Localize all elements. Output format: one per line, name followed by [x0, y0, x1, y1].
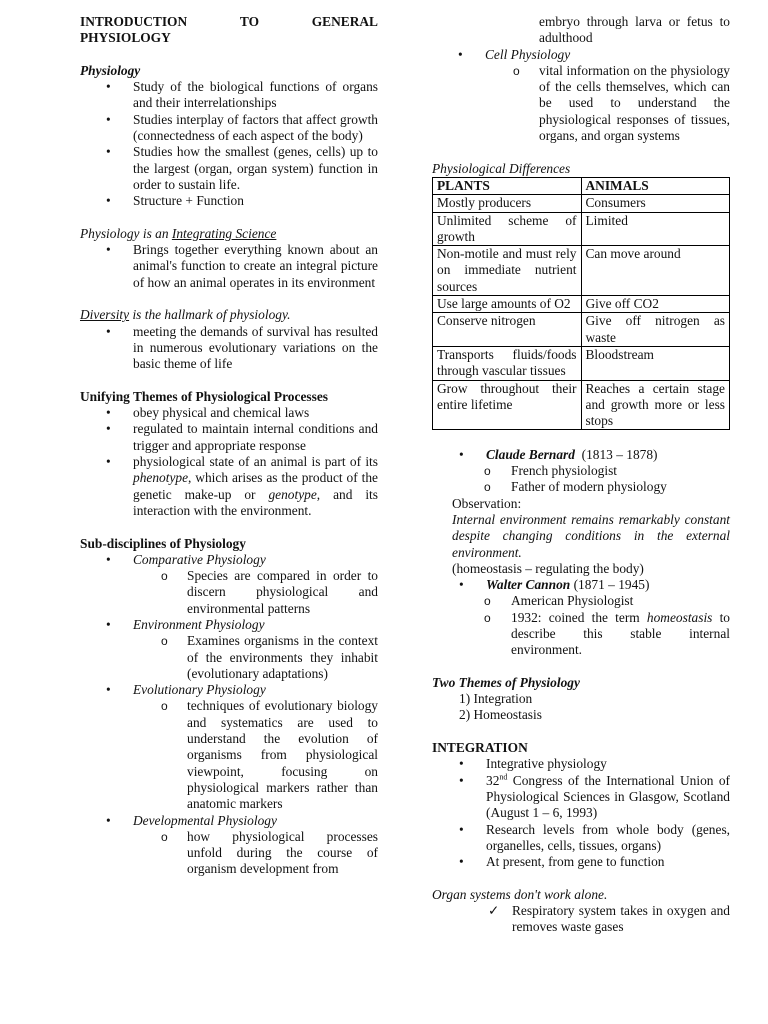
title-line2: PHYSIOLOGY — [80, 30, 171, 46]
list-item: • physiological state of an animal is part of its phenotype, which arises as the product of the genetic make-up or genotype, and its interaction with the environment. — [80, 454, 378, 519]
table-row: Mostly producers Consumers — [433, 195, 730, 212]
list-item: • Developmental Physiology — [80, 813, 378, 829]
list-item: • meeting the demands of survival has resulted in numerous evolutionary variations on the basic theme of life — [80, 324, 378, 373]
list-item: • regulated to maintain internal conditions and trigger and appropriate response — [80, 421, 378, 454]
list-item: • Walter Cannon (1871 – 1945) — [432, 577, 730, 593]
list-subitem: o techniques of evolutionary biology and systematics are used to understand the evolution of organisms from physiological viewpoint, focusing on physiological markers rather than anatomic markers — [80, 698, 378, 812]
section-heading: Two Themes of Physiology — [432, 674, 580, 690]
observation-note: (homeostasis – regulating the body) — [452, 560, 644, 576]
table-row: Use large amounts of O2 Give off CO2 — [433, 296, 730, 313]
list-subitem: o Examines organisms in the context of the environments they inhabit (evolutionary adaptations) — [80, 633, 378, 682]
list-item: • obey physical and chemical laws — [80, 405, 378, 421]
table-row: Non-motile and must rely on immediate nutrient sources Can move around — [433, 246, 730, 296]
table-row: Transports fluids/foods through vascular tissues Bloodstream — [433, 346, 730, 380]
differences-table — [432, 177, 730, 430]
list-item: • Claude Bernard (1813 – 1878) — [432, 447, 730, 463]
list-item: • Study of the biological functions of organs and their interrelationships — [80, 79, 378, 112]
section-heading — [80, 226, 378, 242]
list-item: • Evolutionary Physiology — [80, 682, 378, 698]
heading-text: Physiology is an — [80, 225, 172, 241]
table-row: Conserve nitrogen Give off nitrogen as waste — [433, 313, 730, 347]
list-subitem: o French physiologist — [432, 463, 730, 479]
list-item: • Studies interplay of factors that affect growth (connectedness of each aspect of the body) — [80, 112, 378, 145]
right-column — [432, 14, 730, 936]
list-subitem: o Father of modern physiology — [432, 479, 730, 495]
section-heading: INTEGRATION — [432, 740, 528, 756]
list-item: • 32nd Congress of the International Union of Physiological Sciences in Glasgow, Scotland (August 1 – 6, 1993) — [432, 773, 730, 822]
document-title — [80, 14, 378, 30]
table-caption: Physiological Differences — [432, 160, 571, 176]
list-item: 1) Integration — [459, 691, 533, 707]
observation-label: Observation: — [452, 495, 522, 511]
physiology-list — [80, 79, 378, 209]
title-word: TO — [239, 14, 259, 29]
observation-text: Internal environment remains remarkably constant despite changing conditions in the external environment. — [452, 511, 730, 560]
title-word: INTRODUCTION — [80, 14, 188, 29]
table-row: Grow throughout their entire lifetime Reaches a certain stage and growth more or less stops — [433, 380, 730, 430]
list-item: • At present, from gene to function — [432, 854, 730, 870]
list-subitem: o 1932: coined the term homeostasis to describe this stable internal environment. — [432, 610, 730, 659]
section-heading: Physiology — [80, 62, 141, 78]
table-header-row: PLANTS ANIMALS — [433, 177, 730, 194]
section-heading: Unifying Themes of Physiological Processes — [80, 388, 328, 404]
list-subitem: o vital information on the physiology of the cells themselves, which can be used to understand the physiological responses of tissues, organs, and organ systems — [432, 63, 730, 144]
section-heading — [80, 307, 378, 323]
list-item: • Structure + Function — [80, 193, 378, 209]
list-item: • Comparative Physiology — [80, 552, 378, 568]
list-item: • Integrative physiology — [432, 756, 730, 772]
heading-underlined: Integrating Science — [171, 225, 277, 241]
list-item: • Research levels from whole body (genes, organelles, cells, tissues, organs) — [432, 822, 730, 855]
list-subitem: o American Physiologist — [432, 593, 730, 609]
title-word: GENERAL — [311, 14, 378, 29]
list-item: • Environment Physiology — [80, 617, 378, 633]
left-column — [80, 14, 378, 878]
section-heading: Sub-disciplines of Physiology — [80, 535, 246, 551]
list-item: 2) Homeostasis — [459, 707, 542, 723]
list-subitem: o how physiological processes unfold during the course of organism development from — [80, 829, 378, 878]
list-subitem-continued: embryo through larva or fetus to adulthood — [539, 14, 730, 46]
checklist-item: ✓ Respiratory system takes in oxygen and removes waste gases — [432, 903, 730, 936]
list-item: • Studies how the smallest (genes, cells) up to the largest (organ, organ system) function in order to sustain life. — [80, 144, 378, 193]
heading-text: is the hallmark of physiology. — [129, 307, 291, 323]
list-item: • Brings together everything known about an animal's function to create an integral picture of how an animal operates in its environment — [80, 242, 378, 291]
heading-underlined: Diversity — [80, 307, 130, 323]
list-subitem: o Species are compared in order to discern physiological and environmental patterns — [80, 568, 378, 617]
list-item: • Cell Physiology — [432, 47, 730, 63]
section-heading: Organ systems don't work alone. — [432, 886, 608, 902]
table-row: Unlimited scheme of growth Limited — [433, 212, 730, 246]
